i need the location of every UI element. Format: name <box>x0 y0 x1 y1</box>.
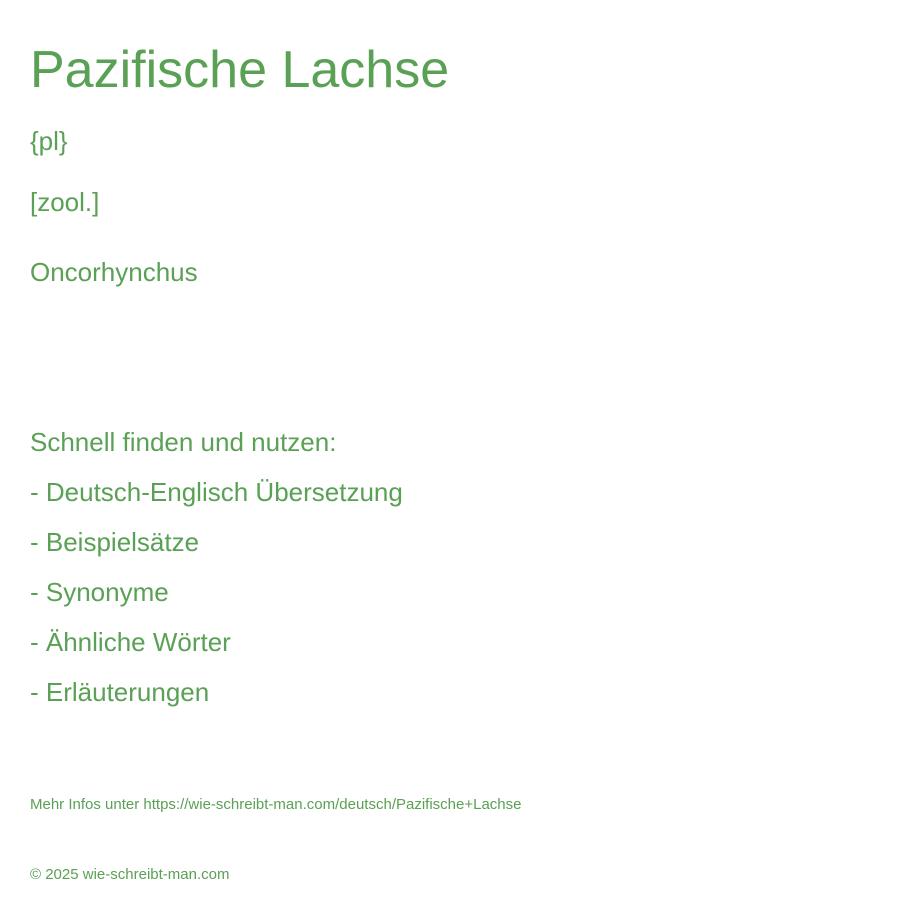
feature-item-translation: - Deutsch-Englisch Übersetzung <box>30 477 403 507</box>
features-heading: Schnell finden und nutzen: <box>30 427 337 457</box>
page-title: Pazifische Lachse <box>30 41 450 99</box>
grammar-label: {pl} <box>30 126 68 156</box>
feature-item-explanations: - Erläuterungen <box>30 677 210 707</box>
feature-item-similar-words: - Ähnliche Wörter <box>30 627 231 657</box>
copyright: © 2025 wie-schreibt-man.com <box>30 866 230 883</box>
feature-item-synonyms: - Synonyme <box>30 577 169 607</box>
domain-label: [zool.] <box>30 187 100 217</box>
scientific-name: Oncorhynchus <box>30 257 198 287</box>
feature-item-examples: - Beispielsätze <box>30 527 200 557</box>
more-info-link: Mehr Infos unter https://wie-schreibt-man.com/deutsch/Pazifische+Lachse <box>30 796 522 813</box>
